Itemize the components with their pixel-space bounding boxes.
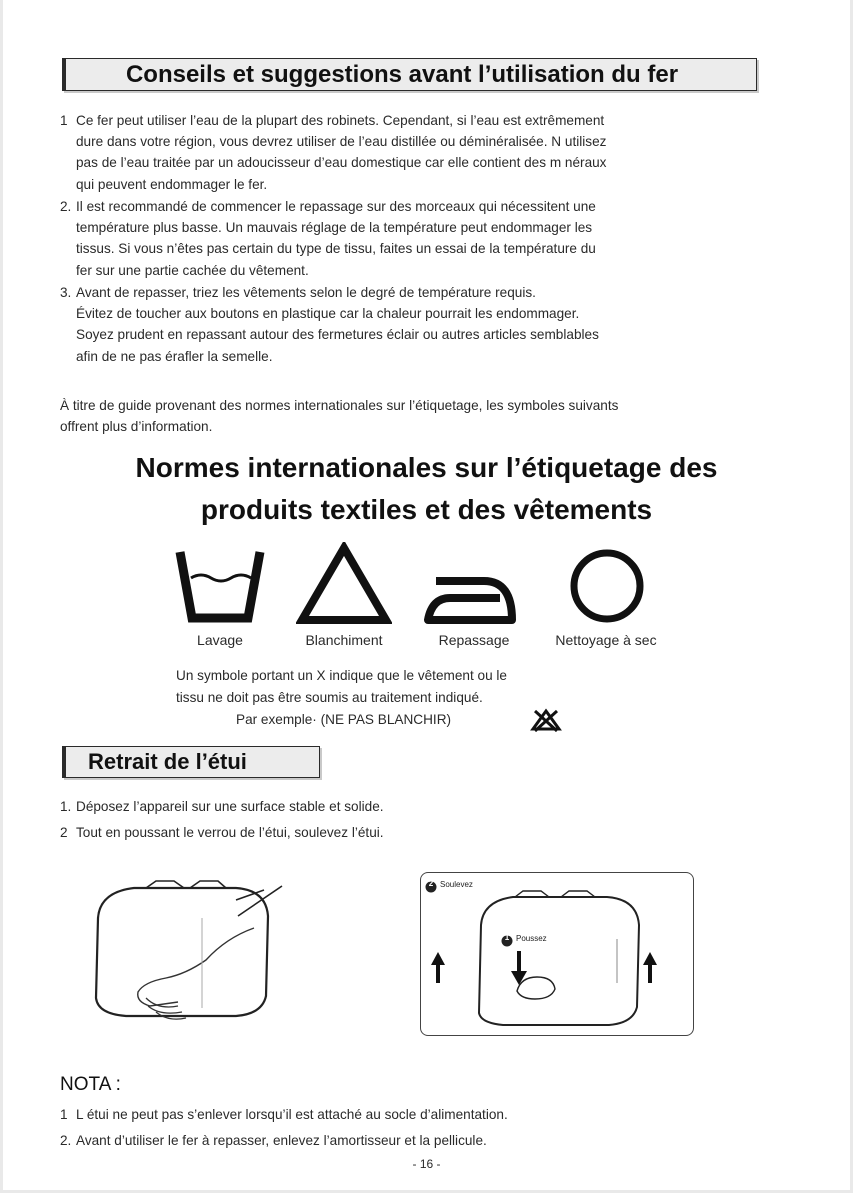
push-label: Poussez xyxy=(516,934,547,943)
nota-item-text: Avant d’utiliser le fer à repasser, enlevez l’amortisseur et la pellicule. xyxy=(76,1133,487,1148)
step-number: 2 xyxy=(60,825,68,840)
page-number: - 16 - xyxy=(412,1157,441,1171)
nota-item-number: 1 xyxy=(60,1107,68,1122)
list-item-1 xyxy=(60,110,800,196)
normes-title-line-1: Normes internationales sur l’étiquetage des xyxy=(135,452,718,483)
list-item-number: 2. xyxy=(60,199,72,214)
guide-text-line-2: offrent plus d’information. xyxy=(60,419,213,434)
list-item-text xyxy=(76,282,599,367)
dry-clean-circle-icon xyxy=(567,546,647,626)
step-text: Tout en poussant le verrou de l’étui, soulevez l’étui. xyxy=(76,825,384,840)
guide-text-line-1: À titre de guide provenant des normes internationales sur l’étiquetage, les symboles suivants xyxy=(60,398,619,413)
list-item-number: 1 xyxy=(60,113,68,128)
example-text: Par exemple· (NE PAS BLANCHIR) xyxy=(236,712,452,727)
list-item-text xyxy=(76,196,596,281)
step-number: 1. xyxy=(60,799,72,814)
step-2-badge-number: 2 xyxy=(428,879,434,888)
symbol-label-nettoyage: Nettoyage à sec xyxy=(555,632,657,648)
normes-title-line-2: produits textiles et des vêtements xyxy=(200,494,653,525)
text-line: Il est recommandé de commencer le repassage sur des morceaux qui nécessitent une xyxy=(76,199,596,214)
bleach-triangle-icon xyxy=(296,542,392,624)
section-title-conseils-text: Conseils et suggestions avant l’utilisation du fer xyxy=(125,60,679,88)
section-title-retrait xyxy=(62,746,320,778)
step-2 xyxy=(60,822,384,843)
text-line: Avant de repasser, triez les vêtements selon le degré de température requis. xyxy=(76,285,536,300)
nota-item-1 xyxy=(60,1104,508,1125)
text-line: Soyez prudent en repassant autour des fermetures éclair ou autres articles semblables xyxy=(76,327,599,343)
text-line: tissus. Si vous n’êtes pas certain du type de tissu, faites un essai de la température du xyxy=(76,241,596,257)
text-line: qui peuvent endommager le fer. xyxy=(76,176,268,192)
text-line: Évitez de toucher aux boutons en plastique car la chaleur pourrait les endommager. xyxy=(76,306,580,322)
lift-case-illustration xyxy=(86,878,286,1028)
step-text: Déposez l’appareil sur une surface stable et solide. xyxy=(76,799,384,814)
no-bleach-icon xyxy=(530,708,562,732)
text-line: température plus basse. Un mauvais réglage de la température peut endommager les xyxy=(76,220,593,236)
remove-case-diagram xyxy=(420,872,694,1036)
iron-icon xyxy=(424,574,520,624)
x-note-line-2: tissu ne doit pas être soumis au traitement indiqué. xyxy=(176,690,483,705)
section-title-retrait-text: Retrait de l’étui xyxy=(88,749,247,774)
list-item-number: 3. xyxy=(60,285,72,300)
push-arrow-down-icon xyxy=(509,949,529,987)
step-1-badge-number: 1 xyxy=(504,933,510,942)
x-note-line-1: Un symbole portant un X indique que le vêtement ou le xyxy=(176,668,507,683)
lift-arrow-up-right-icon xyxy=(641,951,659,985)
nota-item-text: L étui ne peut pas s’enlever lorsqu’il est attaché au socle d’alimentation. xyxy=(76,1107,508,1122)
nota-item-2 xyxy=(60,1130,487,1151)
wash-tub-icon xyxy=(174,548,266,624)
text-line: dure dans votre région, vous devrez utiliser de l’eau distillée ou déminéralisée. N utilisez xyxy=(76,134,607,150)
section-title-conseils xyxy=(62,58,757,91)
page-edge-left xyxy=(0,0,3,1193)
text-line: Ce fer peut utiliser l’eau de la plupart des robinets. Cependant, si l’eau est extrêmement xyxy=(76,113,605,128)
nota-title: NOTA : xyxy=(60,1074,121,1095)
symbol-label-lavage: Lavage xyxy=(197,632,243,648)
symbol-label-blanchiment: Blanchiment xyxy=(305,632,383,648)
text-line: fer sur une partie cachée du vêtement. xyxy=(76,262,309,278)
symbol-label-repassage: Repassage xyxy=(438,632,510,648)
step-1 xyxy=(60,796,384,817)
lift-arrow-up-left-icon xyxy=(429,951,447,985)
text-line: pas de l’eau traitée par un adoucisseur d’eau domestique car elle contient des m néraux xyxy=(76,155,607,171)
nota-item-number: 2. xyxy=(60,1133,72,1148)
list-item-3 xyxy=(60,282,800,368)
list-item-2 xyxy=(60,196,800,282)
lift-label: Soulevez xyxy=(440,880,473,889)
text-line: afin de ne pas érafler la semelle. xyxy=(76,348,273,364)
list-item-text xyxy=(76,110,606,195)
